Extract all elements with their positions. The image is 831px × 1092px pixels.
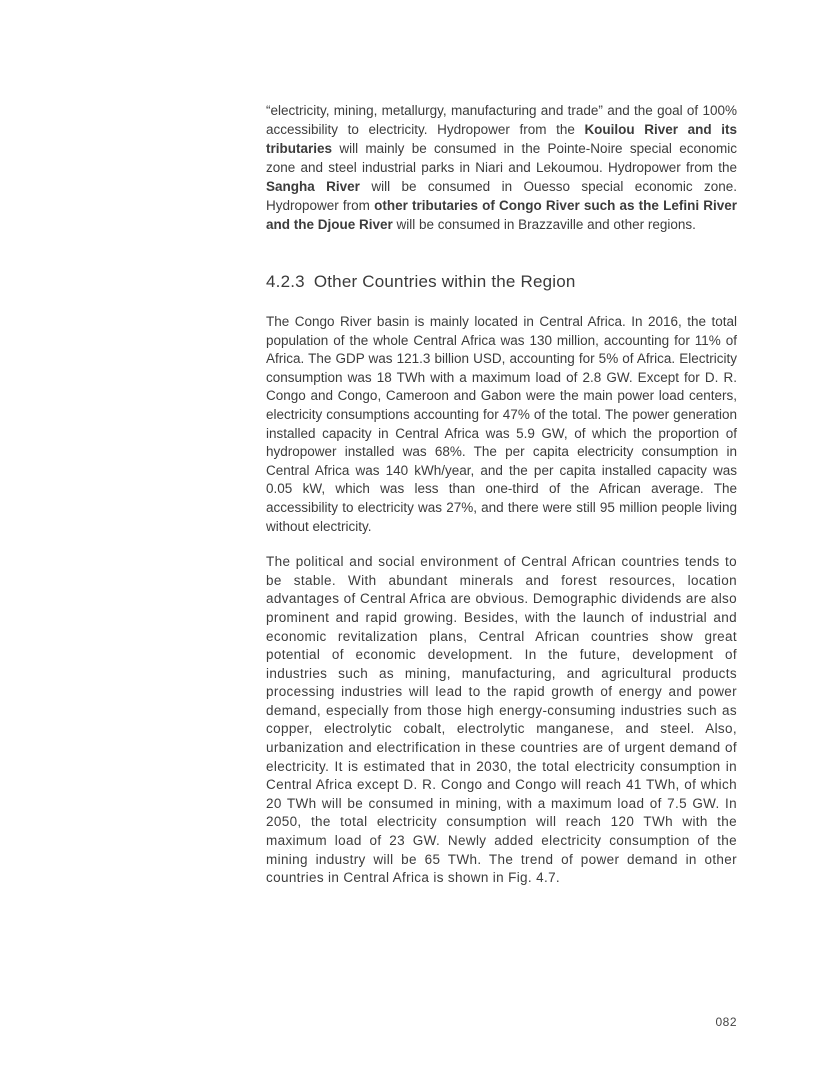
section-number: 4.2.3 [266, 272, 305, 291]
text-run: “electricity, mining, metallurgy, manufacturing and trade” and the goal of 100% accessibility to electricity. Hydropower from the [266, 103, 737, 137]
text-run: will mainly be consumed in the Pointe-Noire special economic zone and steel industrial parks in Niari and Lekoumou. Hydropower from the [266, 141, 737, 175]
paragraph-central-africa-stats: The Congo River basin is mainly located in Central Africa. In 2016, the total population of the whole Central Africa was 130 million, accounting for 11% of Africa. The GDP was 121.3 billion USD, accounting for 5% of Africa. Electricity consumption was 18 TWh with a maximum load of 2.8 GW. Except for D. R. Congo and Congo, Cameroon and Gabon were the main power load centers, electricity consumptions accounting for 47% of the total. The power generation installed capacity in Central Africa was 5.9 GW, of which the proportion of hydropower installed was 68%. The per capita electricity consumption in Central Africa was 140 kWh/year, and the per capita installed capacity was 0.05 kW, which was less than one-third of the African average. The accessibility to electricity was 27%, and there were still 95 million people living without electricity. [266, 314, 737, 534]
text-column [266, 101, 737, 888]
bold-text-run: other tributaries of Congo River such as the Lefini River and the Djoue River [266, 198, 737, 232]
section-title: Other Countries within the Region [313, 272, 576, 291]
paragraph-outlook: The political and social environment of Central African countries tends to be stable. With abundant minerals and forest resources, location advantages of Central Africa are obvious. Demographic dividends are also prominent and rapid growing. Besides, with the launch of industrial and economic revitalization plans, Central African countries show great potential of economic development. In the future, development of industries such as mining, manufacturing, and agricultural products processing industries will lead to the rapid growth of energy and power demand, especially from those high energy-consuming industries such as copper, electrolytic cobalt, electrolytic manganese, and steel. Also, urbanization and electrification in these countries are of urgent demand of electricity. It is estimated that in 2030, the total electricity consumption in Central Africa except D. R. Congo and Congo will reach 41 TWh, of which 20 TWh will be consumed in mining, with a maximum load of 7.5 GW. In 2050, the total electricity consumption will reach 120 TWh with the maximum load of 23 GW. Newly added electricity consumption of the mining industry will be 65 TWh. The trend of power demand in other countries in Central Africa is shown in Fig. 4.7. [266, 554, 737, 886]
text-run: will be consumed in Ouesso special economic zone. Hydropower from [266, 179, 738, 213]
bold-text-run: Kouilou River and its tributaries [266, 122, 737, 156]
text-run: will be consumed in Brazzaville and other regions. [392, 217, 696, 232]
paragraph-hydropower-consumption [266, 101, 737, 234]
section-heading [266, 272, 737, 292]
page-number: 082 [715, 1015, 737, 1029]
bold-text-run: Sangha River [266, 179, 360, 194]
